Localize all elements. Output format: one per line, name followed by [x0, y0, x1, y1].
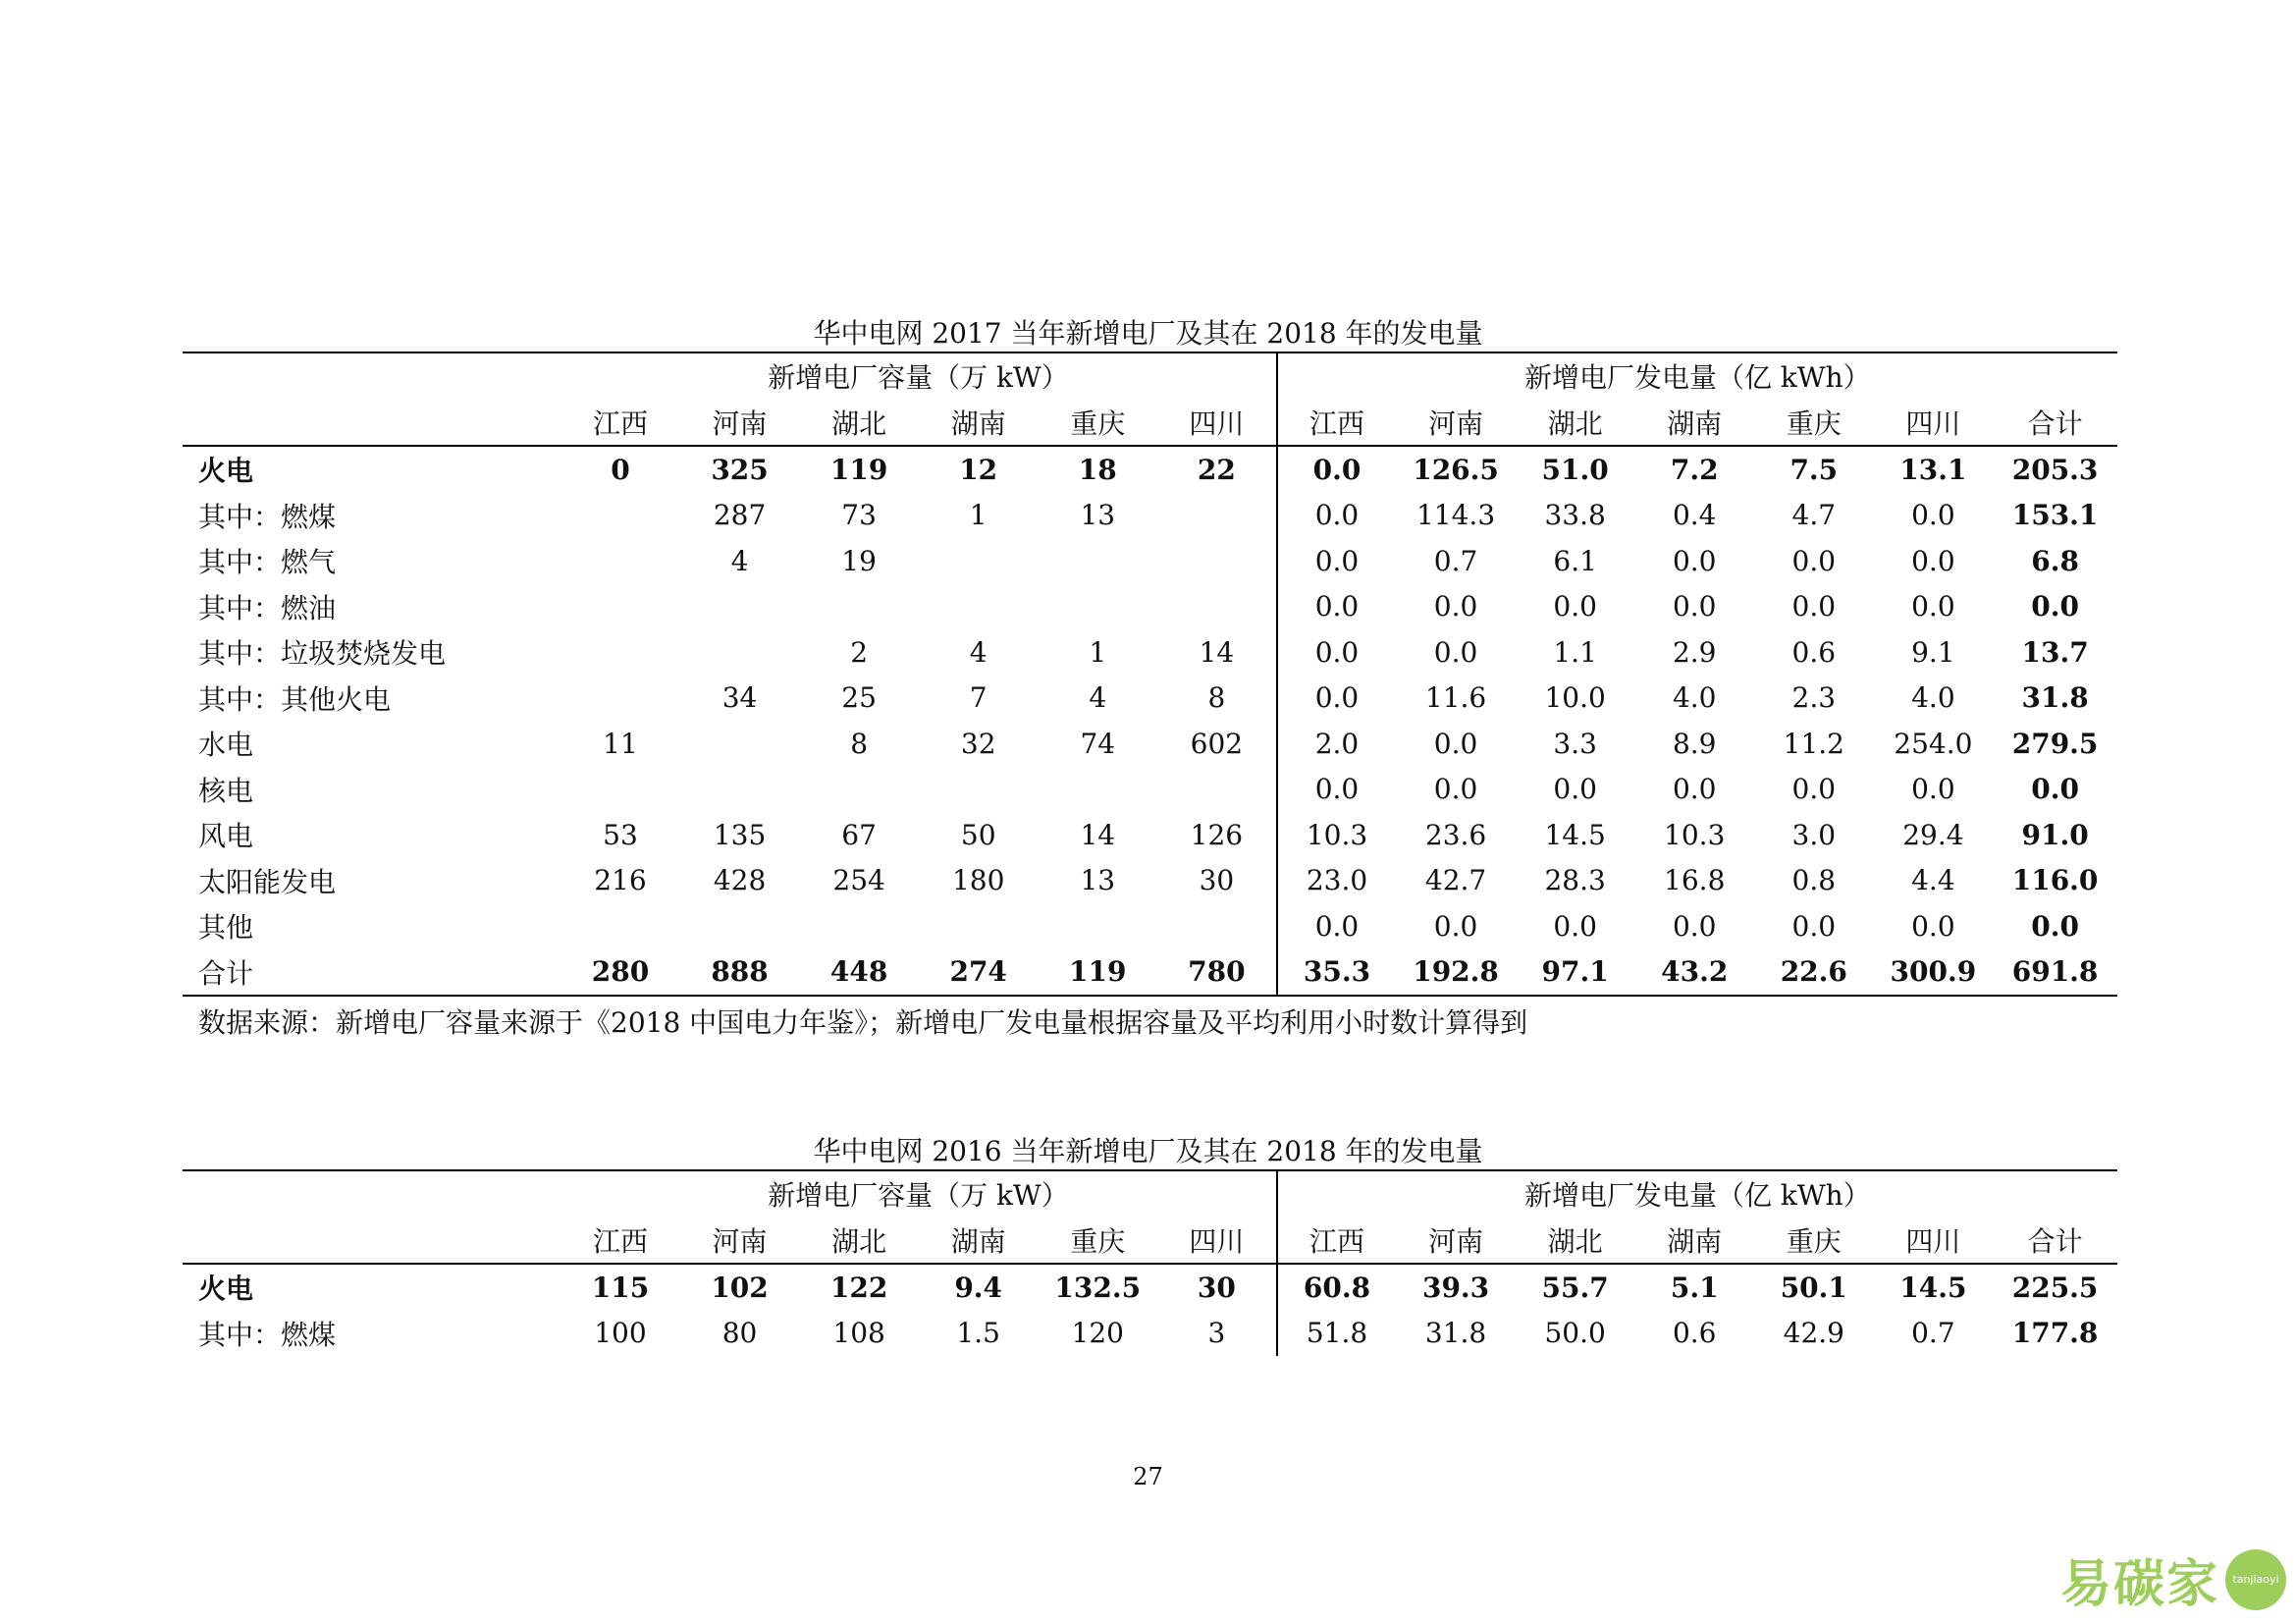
table2-column-header-row: [183, 1218, 2117, 1265]
table2-generation-column-header: 重庆: [1754, 1218, 1874, 1265]
table2-generation-column-header: 四川: [1874, 1218, 1994, 1265]
capacity-cell: 126: [1157, 812, 1277, 858]
capacity-cell: 32: [960, 727, 996, 760]
row-label: 其中：垃圾焚烧发电: [198, 637, 447, 671]
table1-capacity-group-header: 新增电厂容量（万 kW）: [561, 352, 1277, 400]
table2-stub-header: [183, 1170, 561, 1218]
capacity-cell: 19: [841, 544, 877, 577]
table-row: [183, 584, 2117, 630]
table2-body: [183, 1264, 2117, 1356]
generation-cell: 0.0: [1911, 773, 1955, 806]
generation-cell: 2.0: [1314, 727, 1360, 760]
capacity-cell: [799, 584, 919, 630]
generation-cell: 0.8: [1791, 864, 1837, 897]
generation-total-cell: 691.8: [1993, 949, 2117, 997]
generation-cell: 33.8: [1544, 499, 1606, 532]
generation-cell: 29.4: [1902, 818, 1964, 851]
capacity-cell: 132.5: [1054, 1271, 1142, 1304]
page-number: 27: [1133, 1463, 1163, 1490]
generation-cell: 13.1: [1899, 453, 1967, 486]
capacity-cell: 888: [680, 949, 800, 997]
generation-total-cell: 279.5: [2011, 727, 2099, 760]
capacity-cell: [1038, 767, 1157, 813]
capacity-cell: 73: [841, 499, 877, 532]
generation-total-cell: 205.3: [2011, 453, 2099, 486]
table-row: [183, 676, 2117, 722]
capacity-cell: [1157, 538, 1277, 584]
generation-cell: 10.3: [1664, 818, 1726, 851]
generation-cell: 2.9: [1672, 635, 1717, 669]
generation-cell: 0.0: [1791, 590, 1837, 623]
capacity-cell: 22: [1157, 446, 1277, 493]
capacity-cell: 115: [591, 1271, 650, 1304]
capacity-cell: 119: [829, 453, 888, 486]
capacity-cell: [799, 767, 919, 813]
capacity-cell: 780: [1157, 949, 1277, 997]
table2: [183, 1169, 2117, 1356]
capacity-cell: 287: [713, 499, 767, 532]
generation-cell: 10.0: [1544, 681, 1606, 715]
generation-cell: 254.0: [1894, 727, 1973, 760]
generation-cell: 0.6: [1672, 1317, 1717, 1350]
generation-cell: 0.0: [1314, 773, 1360, 806]
generation-cell: 28.3: [1544, 864, 1606, 897]
table2-capacity-column-header: 湖南: [919, 1218, 1039, 1265]
capacity-cell: 280: [561, 949, 680, 997]
table-row: [183, 493, 2117, 539]
generation-cell: 23.6: [1424, 818, 1487, 851]
table2-generation-column-header: 江西: [1277, 1218, 1397, 1265]
generation-total-cell: 225.5: [2011, 1271, 2099, 1304]
generation-cell: 1.1: [1553, 635, 1597, 669]
capacity-cell: [919, 584, 1039, 630]
generation-cell: 0.0: [1911, 909, 1955, 943]
capacity-cell: 1: [969, 499, 988, 532]
capacity-cell: 30: [1157, 1264, 1277, 1311]
row-label: 合计: [183, 949, 561, 997]
table1-generation-column-header: 重庆: [1754, 400, 1874, 447]
capacity-cell: 122: [829, 1271, 888, 1304]
capacity-cell: [1157, 767, 1277, 813]
generation-cell: 50.1: [1780, 1271, 1847, 1304]
table1-column-header-row: [183, 400, 2117, 447]
table2-capacity-group-header: 新增电厂容量（万 kW）: [561, 1170, 1277, 1218]
table1-generation-column-header: 江西: [1277, 400, 1397, 447]
generation-cell: 35.3: [1277, 949, 1397, 997]
capacity-cell: 30: [1157, 858, 1277, 904]
capacity-cell: 80: [721, 1317, 758, 1350]
table2-capacity-column-header: 江西: [561, 1218, 680, 1265]
capacity-cell: 3: [1157, 1311, 1277, 1357]
generation-cell: 4.7: [1791, 499, 1837, 532]
generation-cell: 0.0: [1314, 499, 1360, 532]
capacity-cell: [680, 629, 800, 676]
generation-cell: 4.4: [1911, 864, 1955, 897]
generation-cell: 5.1: [1670, 1271, 1719, 1304]
generation-cell: 0.0: [1433, 773, 1478, 806]
capacity-cell: [561, 629, 680, 676]
generation-cell: 9.1: [1911, 635, 1955, 669]
table1-capacity-column-header: 湖北: [799, 400, 919, 447]
capacity-cell: [680, 721, 800, 767]
generation-cell: 42.9: [1783, 1317, 1844, 1350]
generation-cell: 0.0: [1433, 590, 1478, 623]
capacity-cell: 120: [1071, 1317, 1124, 1350]
generation-cell: 126.5: [1413, 453, 1499, 486]
generation-cell: 0.0: [1553, 773, 1597, 806]
capacity-cell: 1: [1089, 635, 1107, 669]
generation-cell: 4.0: [1672, 681, 1717, 715]
generation-cell: 0.0: [1312, 453, 1362, 486]
row-label: 风电: [198, 820, 254, 853]
capacity-cell: [919, 538, 1039, 584]
capacity-cell: 9.4: [954, 1271, 1003, 1304]
row-label: 其中：燃气: [198, 546, 337, 579]
capacity-cell: [561, 584, 680, 630]
generation-cell: 3.0: [1791, 818, 1837, 851]
table-row: [183, 446, 2117, 493]
table1-stub-header: [183, 352, 561, 400]
capacity-cell: 216: [594, 864, 647, 897]
capacity-cell: 428: [713, 864, 767, 897]
capacity-cell: 50: [960, 818, 996, 851]
capacity-cell: 8: [1157, 676, 1277, 722]
capacity-cell: [1157, 584, 1277, 630]
row-label: 水电: [198, 729, 254, 762]
capacity-cell: 0: [611, 453, 630, 486]
generation-cell: 0.0: [1911, 499, 1955, 532]
generation-cell: 0.0: [1672, 590, 1717, 623]
table1-title: 华中电网 2017 当年新增电厂及其在 2018 年的发电量: [813, 317, 1483, 350]
capacity-cell: [919, 767, 1039, 813]
capacity-cell: 34: [721, 681, 758, 715]
row-label: 火电: [198, 1272, 254, 1306]
capacity-cell: 448: [799, 949, 919, 997]
generation-cell: 0.0: [1553, 909, 1597, 943]
table2-capacity-column-header: 重庆: [1038, 1218, 1157, 1265]
generation-total-cell: 0.0: [2031, 773, 2079, 806]
capacity-cell: 602: [1157, 721, 1277, 767]
generation-total-cell: 116.0: [2011, 864, 2099, 897]
table1-generation-column-header: 合计: [1993, 400, 2117, 447]
generation-cell: 50.0: [1544, 1317, 1606, 1350]
table-row: [183, 538, 2117, 584]
generation-cell: 11.2: [1783, 727, 1844, 760]
table-row: [183, 721, 2117, 767]
table-row: [183, 767, 2117, 813]
generation-total-cell: 13.7: [2021, 635, 2089, 669]
generation-cell: 39.3: [1421, 1271, 1490, 1304]
generation-cell: 51.8: [1306, 1317, 1368, 1350]
table1-generation-column-header: 四川: [1874, 400, 1994, 447]
table1-capacity-column-header: 江西: [561, 400, 680, 447]
generation-cell: 51.0: [1541, 453, 1609, 486]
capacity-cell: 119: [1038, 949, 1157, 997]
capacity-cell: 8: [850, 727, 869, 760]
table1-capacity-column-header: 河南: [680, 400, 800, 447]
watermark-text: 易碳家: [2059, 1555, 2219, 1614]
table2-capacity-column-header: 湖北: [799, 1218, 919, 1265]
generation-cell: 0.4: [1672, 499, 1717, 532]
generation-total-cell: 0.0: [2031, 590, 2079, 623]
generation-cell: 0.0: [1433, 909, 1478, 943]
generation-cell: 2.3: [1791, 681, 1837, 715]
row-label: 太阳能发电: [198, 865, 337, 898]
table2-generation-group-header: 新增电厂发电量（亿 kWh）: [1277, 1170, 2117, 1218]
generation-cell: 31.8: [1424, 1317, 1487, 1350]
capacity-cell: 74: [1080, 727, 1116, 760]
table1-body: [183, 446, 2117, 996]
table1-capacity-column-header: 四川: [1157, 400, 1277, 447]
capacity-cell: 14: [1080, 818, 1116, 851]
table1-capacity-column-header: 湖南: [919, 400, 1039, 447]
generation-cell: 0.0: [1433, 727, 1478, 760]
capacity-cell: [680, 903, 800, 949]
table1-source-note: 数据来源：新增电厂容量来源于《2018 中国电力年鉴》；新增电厂发电量根据容量及平均利用小时数计算得到: [198, 1006, 1528, 1039]
generation-cell: 22.6: [1754, 949, 1874, 997]
capacity-cell: 14: [1157, 629, 1277, 676]
capacity-cell: [1038, 538, 1157, 584]
capacity-cell: [561, 903, 680, 949]
generation-cell: 4.0: [1911, 681, 1955, 715]
generation-cell: 300.9: [1874, 949, 1994, 997]
generation-cell: 42.7: [1424, 864, 1487, 897]
capacity-cell: 135: [713, 818, 767, 851]
generation-cell: 0.0: [1314, 544, 1360, 577]
generation-cell: 7.2: [1670, 453, 1719, 486]
table2-generation-column-header: 湖南: [1634, 1218, 1754, 1265]
generation-cell: 0.0: [1791, 773, 1837, 806]
capacity-cell: 102: [711, 1271, 769, 1304]
capacity-cell: [1157, 903, 1277, 949]
table2-generation-column-header: 合计: [1993, 1218, 2117, 1265]
capacity-cell: 2: [850, 635, 869, 669]
generation-cell: 0.0: [1433, 635, 1478, 669]
capacity-cell: [680, 767, 800, 813]
capacity-cell: [919, 903, 1039, 949]
generation-cell: 0.0: [1672, 544, 1717, 577]
table1-stub-column-header: [183, 400, 561, 447]
watermark-logo: [2060, 1543, 2286, 1616]
capacity-cell: [561, 493, 680, 539]
generation-cell: 0.0: [1672, 773, 1717, 806]
table-row: [183, 903, 2117, 949]
generation-cell: 16.8: [1664, 864, 1726, 897]
generation-cell: 0.0: [1314, 909, 1360, 943]
generation-cell: 0.0: [1911, 590, 1955, 623]
generation-total-cell: 31.8: [2021, 681, 2089, 715]
capacity-cell: [1038, 903, 1157, 949]
generation-total-cell: 177.8: [2011, 1317, 2099, 1350]
watermark-badge: tanjiaoyi: [2225, 1549, 2286, 1610]
table2-group-header-row: [183, 1170, 2117, 1218]
capacity-cell: 100: [594, 1317, 647, 1350]
row-label: 其中：其他火电: [198, 682, 392, 716]
capacity-cell: [1038, 584, 1157, 630]
table-row: [183, 858, 2117, 904]
row-label: 火电: [198, 455, 254, 488]
table-row: [183, 629, 2117, 676]
capacity-cell: 12: [959, 453, 998, 486]
table2-title: 华中电网 2016 当年新增电厂及其在 2018 年的发电量: [813, 1135, 1483, 1167]
capacity-cell: 108: [832, 1317, 885, 1350]
capacity-cell: [561, 538, 680, 584]
generation-cell: 0.0: [1791, 544, 1837, 577]
generation-cell: 192.8: [1396, 949, 1516, 997]
capacity-cell: 11: [603, 727, 638, 760]
generation-cell: 0.0: [1791, 909, 1837, 943]
table2-capacity-column-header: 四川: [1157, 1218, 1277, 1265]
table-row: [183, 812, 2117, 858]
generation-cell: 55.7: [1541, 1271, 1609, 1304]
generation-cell: 0.0: [1314, 681, 1360, 715]
generation-cell: 0.0: [1672, 909, 1717, 943]
capacity-cell: 4: [969, 635, 988, 669]
table1: [183, 352, 2117, 997]
capacity-cell: [680, 584, 800, 630]
generation-cell: 114.3: [1415, 499, 1496, 532]
table1-generation-group-header: 新增电厂发电量（亿 kWh）: [1277, 352, 2117, 400]
table1-generation-column-header: 湖北: [1516, 400, 1635, 447]
generation-cell: 23.0: [1306, 864, 1368, 897]
generation-cell: 14.5: [1544, 818, 1606, 851]
capacity-cell: 13: [1080, 864, 1116, 897]
capacity-cell: 274: [919, 949, 1039, 997]
generation-cell: 0.7: [1911, 1317, 1955, 1350]
table1-group-header-row: [183, 352, 2117, 400]
table-row: [183, 1264, 2117, 1311]
generation-cell: 7.5: [1789, 453, 1839, 486]
capacity-cell: 18: [1078, 453, 1117, 486]
generation-cell: 11.6: [1424, 681, 1487, 715]
generation-cell: 97.1: [1516, 949, 1635, 997]
capacity-cell: [799, 903, 919, 949]
capacity-cell: 7: [969, 681, 988, 715]
table1-generation-column-header: 河南: [1396, 400, 1516, 447]
table2-capacity-column-header: 河南: [680, 1218, 800, 1265]
row-label: 其中：燃煤: [198, 1318, 337, 1351]
generation-cell: 0.0: [1553, 590, 1597, 623]
table-row: [183, 949, 2117, 997]
capacity-cell: 13: [1080, 499, 1116, 532]
generation-cell: 14.5: [1899, 1271, 1967, 1304]
capacity-cell: 25: [841, 681, 877, 715]
row-label: 核电: [198, 774, 254, 807]
capacity-cell: [561, 676, 680, 722]
generation-cell: 0.0: [1314, 590, 1360, 623]
table-row: [183, 1311, 2117, 1357]
generation-cell: 10.3: [1306, 818, 1368, 851]
capacity-cell: 180: [951, 864, 1005, 897]
table1-capacity-column-header: 重庆: [1038, 400, 1157, 447]
generation-cell: 0.0: [1911, 544, 1955, 577]
row-label: 其中：燃煤: [198, 500, 337, 533]
row-label: 其中：燃油: [198, 591, 337, 624]
table2-stub-column-header: [183, 1218, 561, 1265]
capacity-cell: 4: [1089, 681, 1107, 715]
generation-cell: 0.0: [1314, 635, 1360, 669]
generation-total-cell: 91.0: [2021, 818, 2089, 851]
capacity-cell: 1.5: [956, 1317, 1000, 1350]
row-label: 其他: [198, 911, 254, 945]
generation-cell: 43.2: [1634, 949, 1754, 997]
generation-total-cell: 6.8: [2031, 544, 2079, 577]
generation-cell: 3.3: [1553, 727, 1597, 760]
generation-total-cell: 0.0: [2031, 909, 2079, 943]
capacity-cell: 254: [832, 864, 885, 897]
capacity-cell: 53: [603, 818, 638, 851]
table2-generation-column-header: 河南: [1396, 1218, 1516, 1265]
generation-cell: 60.8: [1303, 1271, 1371, 1304]
table2-generation-column-header: 湖北: [1516, 1218, 1635, 1265]
capacity-cell: [1157, 493, 1277, 539]
capacity-cell: 67: [841, 818, 877, 851]
capacity-cell: 4: [730, 544, 749, 577]
generation-total-cell: 153.1: [2011, 499, 2099, 532]
capacity-cell: 325: [711, 453, 769, 486]
table1-generation-column-header: 湖南: [1634, 400, 1754, 447]
generation-cell: 8.9: [1672, 727, 1717, 760]
generation-cell: 6.1: [1553, 544, 1597, 577]
generation-cell: 0.7: [1433, 544, 1478, 577]
capacity-cell: [561, 767, 680, 813]
generation-cell: 0.6: [1791, 635, 1837, 669]
